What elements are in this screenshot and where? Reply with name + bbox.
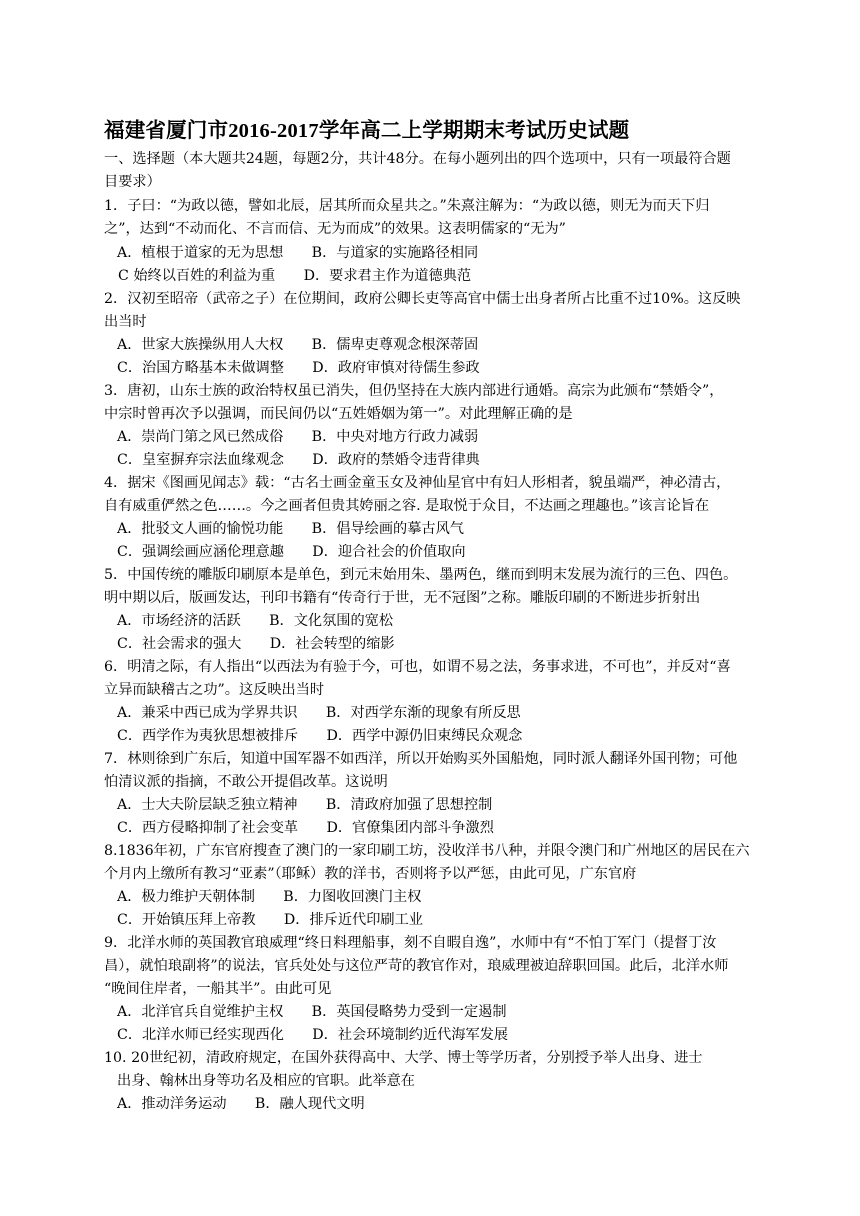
section-heading: 一、选择题（本大题共24题，每题2分，共计48分。在每小题列出的四个选项中，只有一项最符合题: [104, 151, 731, 167]
question-6-stem: 6．明清之际，有人指出“以西法为有验于今，可也，如谓不易之法，务事求进，不可也”，并反对“喜: [104, 659, 731, 675]
question-4-options: C．强调绘画应涵伦理意趣 D．迎合社会的价值取向: [117, 544, 466, 560]
question-5-stem: 5．中国传统的雕版印刷原本是单色，到元末始用朱、墨两色，继而到明末发展为流行的三色、四色。: [104, 567, 738, 583]
question-10-stem: 10. 20世纪初，清政府规定，在国外获得高中、大学、博士等学历者，分别授予举人出身、进士: [104, 1050, 703, 1066]
question-9-stem: 9．北洋水师的英国教官琅威理“终日料理船事，刻不自暇自逸”，水师中有“不怕丁军门（提督丁汝: [104, 935, 717, 951]
question-10-options: A．推动洋务运动 B．融人现代文明: [117, 1096, 365, 1112]
question-7-stem: 7．林则徐到广东后，知道中国军器不如西洋，所以开始购买外国船炮，同时派人翻译外国刊物；可他: [104, 751, 738, 767]
question-4-options: A．批驳文人画的愉悦功能 B．倡导绘画的摹古风气: [117, 521, 464, 537]
question-1-stem: 之”，达到“不动而化、不言而信、无为而成”的效果。这表明儒家的“无为”: [104, 221, 566, 237]
question-5-stem: 明中期以后，版画发达，刊印书籍有“传奇行于世，无不冠图”之称。雕版印刷的不断进步折射出: [104, 590, 701, 606]
question-8-options: C．开始镇压拜上帝教 D．排斥近代印刷工业: [117, 912, 423, 928]
question-9-stem: “晚间住岸者，一船其半”。由此可见: [104, 981, 332, 997]
question-2-stem: 出当时: [104, 314, 147, 330]
question-7-options: C．西方侵略抑制了社会变革 D．官僚集团内部斗争激烈: [117, 820, 494, 836]
question-9-options: C．北洋水师已经实现西化 D．社会环境制约近代海军发展: [117, 1027, 509, 1043]
question-6-options: A．兼采中西已成为学界共识 B．对西学东渐的现象有所反思: [117, 705, 521, 721]
question-7-options: A．士大夫阶层缺乏独立精神 B．清政府加强了思想控制: [117, 797, 493, 813]
question-1-options: C 始终以百姓的利益为重 D．要求君主作为道德典范: [118, 268, 472, 284]
question-7-stem: 怕清议派的指摘，不敢公开提倡改革。这说明: [104, 774, 388, 790]
section-heading-cont: 目要求）: [104, 174, 161, 190]
question-8-stem: 8.1836年初，广东官府搜查了澳门的一家印刷工坊，没收洋书八种，并限令澳门和广州地区的居民在六: [104, 843, 750, 859]
question-1-options: A．植根于道家的无为思想 B．与道家的实施路径相同: [117, 245, 479, 261]
question-2-options: A．世家大族操纵用人大权 B．儒卑吏尊观念根深蒂固: [117, 337, 479, 353]
question-3-stem: 3．唐初，山东士族的政治特权虽已消失，但仍坚持在大族内部进行通婚。高宗为此颁布“禁婚令”，: [104, 383, 724, 399]
question-4-stem: 自有威重俨然之色……。今之画者但贵其姱丽之容. 是取悦于众目，不达画之理趣也。”该言论旨在: [104, 498, 710, 514]
question-2-stem: 2．汉初至昭帝（武帝之子）在位期间，政府公卿长吏等高官中儒士出身者所占比重不过10%。这反映: [104, 291, 741, 307]
question-2-options: C．治国方略基本未做调整 D．政府审慎对待儒生参政: [117, 360, 480, 376]
question-5-options: A．市场经济的活跃 B．文化氛围的宽松: [117, 613, 394, 629]
question-6-stem: 立异而缺稽古之功”。这反映出当时: [104, 682, 325, 698]
question-3-options: C．皇室摒弃宗法血缘观念 D．政府的禁婚令违背律典: [117, 452, 480, 468]
question-3-options: A．崇尚门第之风已然成俗 B．中央对地方行政力减弱: [117, 429, 479, 445]
question-9-stem: 昌），就怕琅副将”的说法，官兵处处与这位严苛的教官作对，琅威理被迫辞职回国。此后，北洋水师: [104, 958, 729, 974]
question-4-stem: 4．据宋《图画见闻志》载：“古名士画金童玉女及神仙星官中有妇人形相者，貌虽端严，神必清古，: [104, 475, 731, 491]
question-8-options: A．极力维护天朝体制 B．力图收回澳门主权: [117, 889, 422, 905]
question-6-options: C．西学作为夷狄思想被排斥 D．西学中源仍旧束缚民众观念: [117, 728, 523, 744]
question-5-options: C．社会需求的强大 D．社会转型的缩影: [117, 636, 395, 652]
question-8-stem: 个月内上缴所有教习“亚素”（耶稣）教的洋书，否则将予以严惩，由此可见，广东官府: [104, 866, 637, 882]
question-9-options: A．北洋官兵自觉维护主权 B．英国侵略势力受到一定遏制: [117, 1004, 507, 1020]
question-10-stem: 出身、翰林出身等功名及相应的官职。此举意在: [117, 1073, 415, 1089]
question-1-stem: 1．子曰：“为政以德，譬如北辰，居其所而众星共之。”朱熹注解为：“为政以德，则无为而天下归: [104, 198, 710, 214]
document-title: 福建省厦门市2016-2017学年高二上学期期末考试历史试题: [104, 120, 630, 142]
question-3-stem: 中宗时曾再次予以强调，而民间仍以“五姓婚姻为第一”。对此理解正确的是: [104, 406, 573, 422]
